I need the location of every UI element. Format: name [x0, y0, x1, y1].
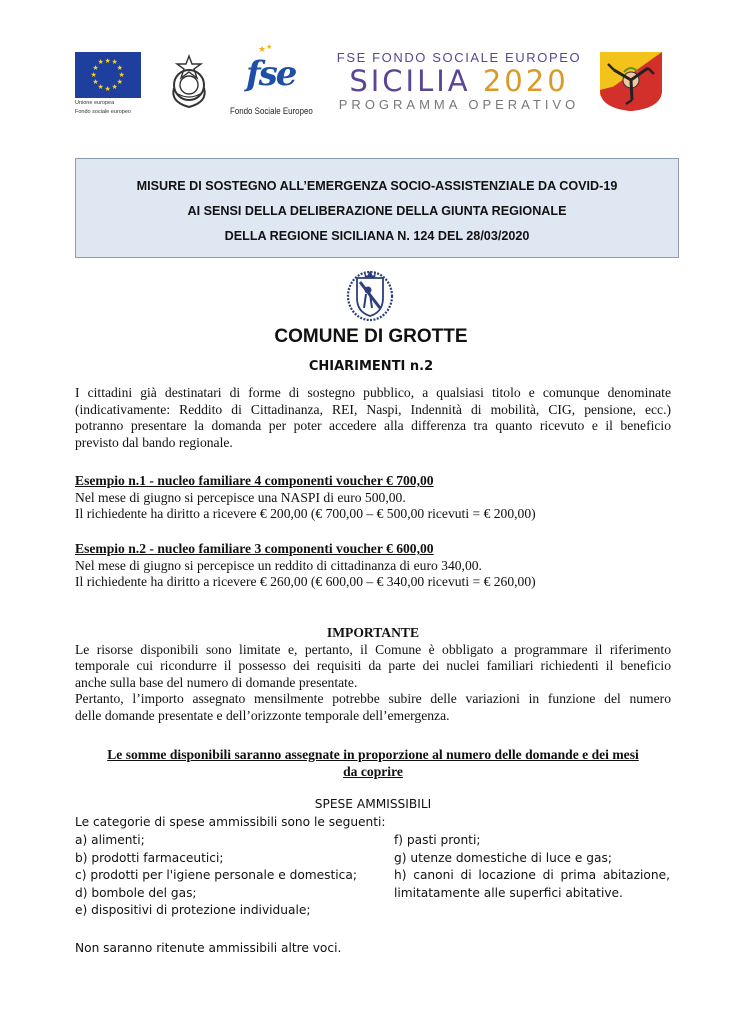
fse-caption: Fondo Sociale Europeo [230, 106, 313, 116]
intro-paragraph [75, 385, 671, 451]
example-1 [75, 473, 671, 523]
eu-flag-icon [75, 52, 141, 98]
eu-star-icon: ★ [118, 70, 125, 79]
chiarimenti-subtitle: CHIARIMENTI n.2 [308, 359, 434, 374]
notice-line-2: da coprire [343, 763, 403, 779]
example-1-line-2: Il richiedente ha diritto a ricevere € 200,00 (€ 700,00 – € 500,00 ricevuti = € 200,00) [75, 506, 536, 521]
expense-item-d: d) bombole del gas; [75, 885, 197, 900]
eu-star-icon: ★ [90, 70, 97, 79]
important-title: IMPORTANTE [326, 625, 420, 640]
expense-item-a: a) alimenti; [75, 833, 145, 847]
eu-star-icon: ★ [116, 63, 123, 72]
fse-logo [230, 42, 313, 118]
expenses-list-right [394, 832, 670, 902]
eu-star-icon: ★ [92, 77, 99, 86]
sicily-region-emblem-icon [598, 50, 664, 112]
intro-line-1: I cittadini già destinatari di forme di sostegno pubblico, a qualsiasi titolo e comunque denominate [75, 385, 671, 400]
eu-star-icon: ★ [104, 84, 111, 93]
important-line-3: anche sulla base del numero di domande presentate. [75, 674, 358, 690]
expense-item-b: b) prodotti farmaceutici; [75, 850, 224, 865]
example-1-line-1: Nel mese di giugno si percepisce una NASPI di euro 500,00. [75, 489, 406, 505]
intro-line-4: previsto dal bando regionale. [75, 434, 233, 450]
title-banner [75, 158, 679, 258]
banner-line-3: DELLA REGIONE SICILIANA N. 124 DEL 28/03/2020 [224, 229, 530, 243]
svg-text:★: ★ [258, 45, 267, 55]
example-2-title: Esempio n.2 - nucleo familiare 3 componenti voucher € 600,00 [75, 541, 434, 556]
example-2 [75, 541, 671, 591]
expense-item-g: g) utenze domestiche di luce e gas; [394, 850, 612, 865]
expenses-footer: Non saranno ritenute ammissibili altre voci. [75, 941, 342, 955]
po-year-text: 2020 [482, 64, 569, 98]
eu-logo [75, 52, 141, 115]
programma-operativo-logo [328, 50, 590, 112]
banner-line-2: AI SENSI DELLA DELIBERAZIONE DELLA GIUNTA REGIONALE [187, 204, 567, 218]
po-top-text: FSE FONDO SOCIALE EUROPEO [336, 50, 582, 65]
example-2-line-2: Il richiedente ha diritto a ricevere € 260,00 (€ 600,00 – € 340,00 ricevuti = € 260,00) [75, 574, 536, 589]
po-sicilia-text: SICILIA [349, 64, 471, 98]
logo-strip [70, 38, 670, 122]
expenses-intro: Le categorie di spese ammissibili sono le seguenti: [75, 815, 386, 829]
eu-star-icon: ★ [111, 58, 118, 67]
expense-item-c: c) prodotti per l'igiene personale e domestica; [75, 868, 357, 882]
intro-line-2: (indicativamente: Reddito di Cittadinanza, REI, Naspi, Indennità di mobilità, CIG, pensione, ecc.) [75, 401, 671, 417]
eu-star-icon: ★ [111, 82, 118, 91]
banner-line-1: MISURE DI SOSTEGNO ALL’EMERGENZA SOCIO-ASSISTENZIALE DA COVID-19 [136, 179, 618, 193]
important-line-1: Le risorse disponibili sono limitate e, pertanto, il Comune è obbligato a programmare il riferimento [75, 641, 671, 657]
fse-mark: fse [246, 54, 296, 94]
comune-title: COMUNE DI GROTTE [274, 326, 468, 347]
expenses-title: SPESE AMMISSIBILI [314, 797, 432, 811]
intro-line-3: potranno presentare la domanda per poter accedere alla differenza tra quanto ricevuto e il beneficio [75, 418, 671, 433]
italian-republic-emblem-icon [166, 54, 212, 110]
eu-star-icon: ★ [92, 63, 99, 72]
example-2-line-1: Nel mese di giugno si percepisce un reddito di cittadinanza di euro 340,00. [75, 557, 482, 573]
expenses-list-left [75, 832, 385, 920]
important-section [75, 625, 671, 724]
po-title [328, 65, 590, 97]
eu-star-icon: ★ [116, 77, 123, 86]
example-1-title: Esempio n.1 - nucleo familiare 4 componenti voucher € 700,00 [75, 473, 434, 488]
eu-star-icon: ★ [97, 82, 104, 91]
expense-item-f: f) pasti pronti; [394, 833, 481, 847]
comune-crest-icon [344, 268, 396, 322]
notice-line-1: Le somme disponibili saranno assegnate in proporzione al numero delle domande e dei mesi [107, 747, 639, 762]
eu-caption-1: Unione europea [75, 100, 115, 106]
po-bottom-text: PROGRAMMA OPERATIVO [338, 97, 580, 112]
allocation-notice [75, 747, 671, 780]
eu-star-icon: ★ [104, 56, 111, 65]
svg-text:★: ★ [266, 43, 273, 51]
important-line-2: temporale cui ricondurre il possesso dei requisiti da parte dei nuclei familiari richiedenti il beneficio [75, 658, 671, 673]
eu-star-icon: ★ [97, 58, 104, 67]
important-line-5: delle domande presentate e dell’orizzonte temporale dell’emergenza. [75, 707, 450, 723]
important-line-4: Pertanto, l’importo assegnato mensilmente potrebbe subire delle variazioni in funzione del numero [75, 691, 671, 706]
eu-caption-2: Fondo sociale europeo [75, 108, 131, 115]
expense-item-h-cont: limitatamente alle superfici abitative. [394, 885, 623, 900]
expense-item-h: h) canoni di locazione di prima abitazione, [394, 868, 670, 882]
expense-item-e: e) dispositivi di protezione individuale; [75, 903, 311, 917]
